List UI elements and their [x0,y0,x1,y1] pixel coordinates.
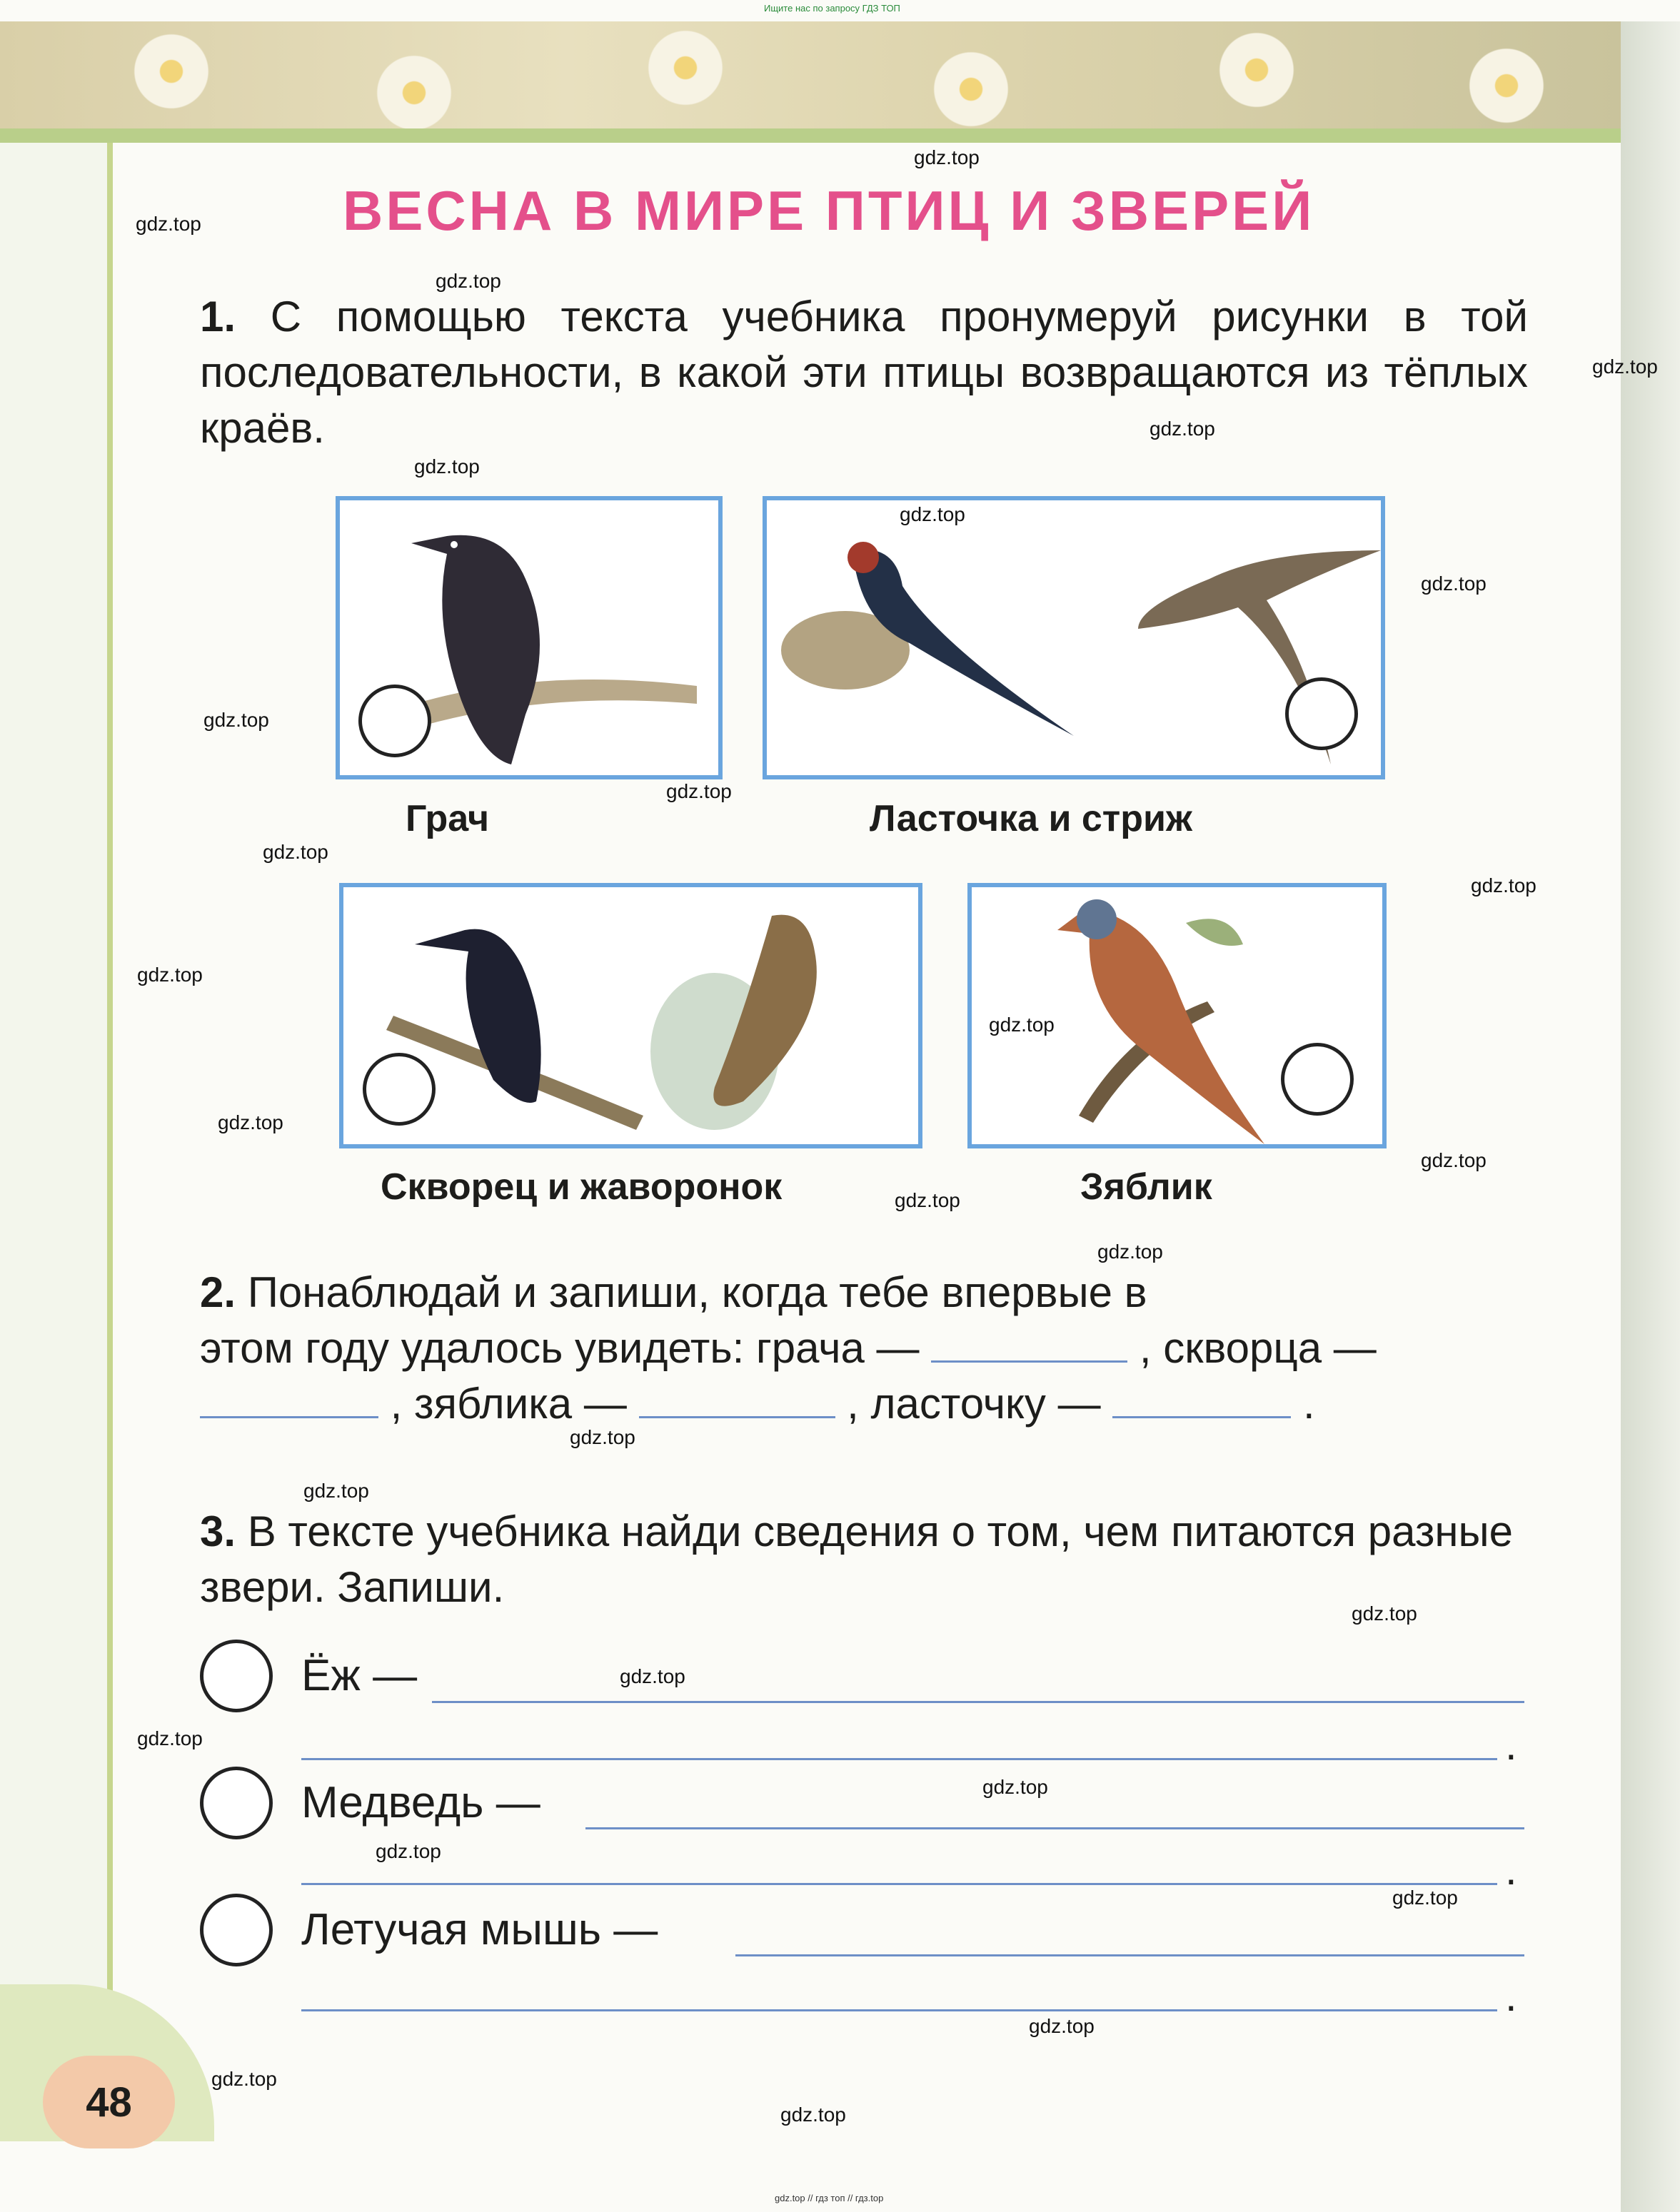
task-1-text [200,289,1528,456]
task-2-line-2a: этом году удалось увидеть: грача — [200,1324,920,1372]
daisy-decoration [643,25,728,111]
task-2-line-3a: , зяблика — [390,1380,627,1428]
page-title: ВЕСНА В МИРЕ ПТИЦ И ЗВЕРЕЙ [343,179,1315,242]
caption-swallow-swift: Ласточка и стриж [870,798,1192,839]
top-note: Ищите нас по запросу ГДЗ ТОП [764,3,900,14]
watermark: gdz.top [303,1480,369,1502]
task-number: 2. [200,1268,236,1316]
task-number: 3. [200,1508,236,1555]
task-2-line-3b: , ласточку — [847,1380,1101,1428]
task-3-text [200,1504,1528,1615]
watermark: gdz.top [1421,1149,1487,1171]
watermark: gdz.top [137,1727,203,1749]
daisy-decoration [1214,27,1299,113]
caption-starling-lark: Скворец и жаворонок [381,1166,783,1208]
item-circle-bat[interactable] [200,1894,273,1966]
watermark: gdz.top [900,503,965,525]
bottom-note: gdz.top // гдз топ // гдз.top [775,2193,884,2203]
period: . [1505,1972,1517,2020]
decorative-banner [0,21,1621,128]
answer-line-bat-1[interactable] [735,1954,1524,1956]
watermark: gdz.top [414,455,480,478]
watermark: gdz.top [914,146,980,168]
number-circle[interactable] [358,685,431,757]
watermark: gdz.top [211,2068,277,2090]
next-page-edge [1621,21,1680,2212]
item-circle-hedgehog[interactable] [200,1640,273,1712]
item-label-bat: Летучая мышь — [301,1905,658,1954]
watermark: gdz.top [1421,572,1487,595]
task-2-text [200,1265,1528,1432]
task-2-line-1: Понаблюдай и запиши, когда тебе впервые в [247,1268,1147,1316]
watermark: gdz.top [666,780,732,802]
period: . [1505,1846,1517,1894]
answer-line-bear-2[interactable] [301,1883,1497,1885]
item-label-hedgehog: Ёж — [301,1651,418,1700]
answer-blank-swallow[interactable] [1112,1380,1291,1418]
watermark: gdz.top [1471,874,1536,897]
picture-swallow-swift [763,496,1385,779]
number-circle[interactable] [1285,677,1358,750]
watermark: gdz.top [895,1189,960,1211]
number-circle[interactable] [1281,1043,1354,1116]
watermark: gdz.top [1392,1887,1458,1909]
task-1-instruction: С помощью текста учебника пронумеруй рисунки в той последовательности, в какой эти птицы возвращаются из тёплых краёв. [200,293,1528,452]
answer-line-bat-2[interactable] [301,2009,1497,2011]
task-3-instruction: В тексте учебника найди сведения о том, чем питаются разные звери. Запиши. [200,1508,1513,1611]
caption-chaffinch: Зяблик [1080,1166,1212,1208]
watermark: gdz.top [989,1014,1055,1036]
left-margin [0,143,113,2084]
daisy-decoration [371,50,457,128]
answer-line-hedgehog-1[interactable] [432,1701,1524,1703]
watermark: gdz.top [1097,1241,1163,1263]
daisy-decoration [129,29,214,114]
daisy-decoration [1464,43,1549,128]
watermark: gdz.top [203,709,269,731]
number-circle[interactable] [363,1053,436,1126]
watermark: gdz.top [1150,418,1215,440]
caption-rook: Грач [406,798,490,839]
answer-blank-rook[interactable] [931,1325,1127,1363]
watermark: gdz.top [1029,2015,1095,2037]
watermark: gdz.top [780,2104,846,2126]
picture-rook [336,496,723,779]
daisy-decoration [928,46,1014,128]
watermark: gdz.top [436,270,501,292]
watermark: gdz.top [376,1840,441,1862]
watermark: gdz.top [620,1665,685,1687]
answer-blank-starling[interactable] [200,1380,378,1418]
watermark: gdz.top [982,1776,1048,1798]
item-label-bear: Медведь — [301,1778,540,1827]
task-2-period: . [1302,1380,1315,1428]
watermark: gdz.top [1352,1602,1417,1625]
swallow-swift-illustration [767,500,1381,775]
watermark: gdz.top [136,213,201,235]
task-number: 1. [200,293,236,340]
answer-line-bear-1[interactable] [585,1827,1524,1829]
page-number: 48 [43,2056,175,2148]
picture-starling-lark [339,883,922,1148]
watermark: gdz.top [137,964,203,986]
header-band [0,128,1621,143]
watermark: gdz.top [570,1426,635,1448]
answer-line-hedgehog-2[interactable] [301,1758,1497,1760]
item-circle-bear[interactable] [200,1767,273,1839]
watermark: gdz.top [218,1111,283,1133]
task-2-line-2b: , скворца — [1139,1324,1377,1372]
watermark: gdz.top [1592,355,1658,378]
watermark: gdz.top [263,841,328,863]
period: . [1505,1721,1517,1769]
answer-blank-chaffinch[interactable] [639,1380,835,1418]
